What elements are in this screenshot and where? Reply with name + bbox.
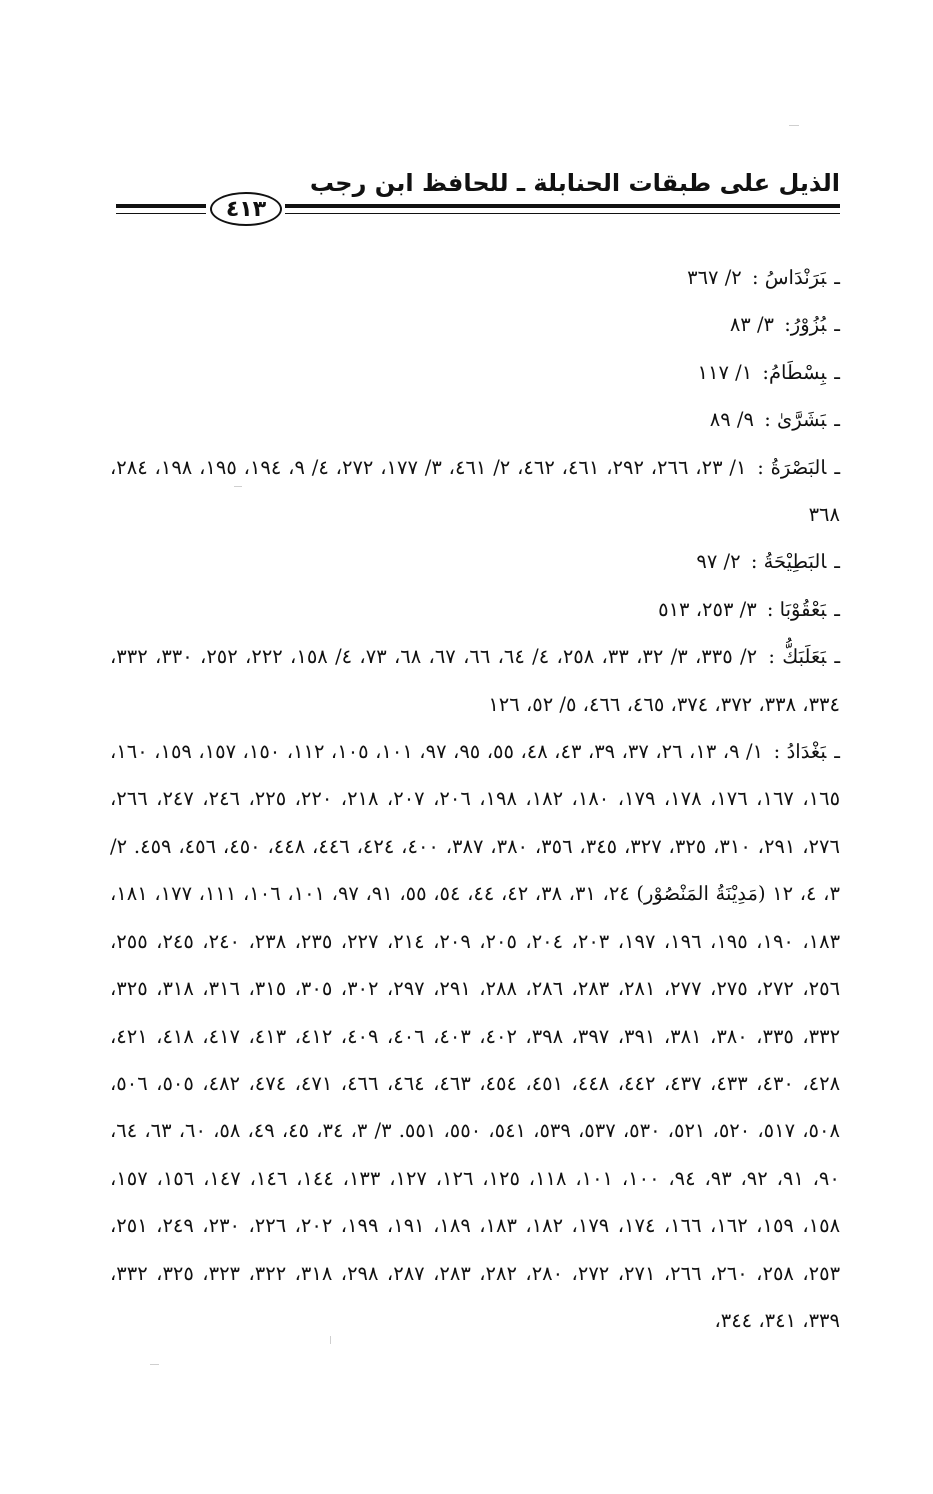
header-rule-right [285, 204, 840, 214]
index-entry [110, 254, 840, 301]
page-references: ٢/ ٣٣٥، ٣/ ٣٢، ٣٣، ٢٥٨، ٤/ ٦٤، ٦٦، ٦٧، ٦٨، ٧٣، ٤/ ١٥٨، ٢٢٢، ٢٥٢، ٣٣٠، ٣٣٢، ٣٣٤، ٣٣٨، ٣٧٢، ٣٧٤، ٤٦٥، ٤٦٦، ٥/ ٥٢، ١٢٦ [110, 645, 840, 716]
running-header [116, 160, 840, 224]
header-title: الذيل على طبقات الحنابلة ـ للحافظ ابن رجب [309, 169, 840, 197]
page-references: ١/ ٢٣، ٢٦٦، ٢٩٢، ٤٦١، ٤٦٢، ٢/ ٤٦١، ٣/ ١٧٧، ٢٧٢، ٤/ ٩، ١٩٤، ١٩٥، ١٩٨، ٢٨٤، ٣٦٨ [110, 455, 840, 527]
index-entry [110, 633, 840, 728]
page-references: ٣/ ٨٣ [729, 313, 775, 337]
scan-speck [150, 1364, 159, 1365]
index-entry [110, 349, 840, 396]
index-entry [110, 538, 840, 585]
entry-dash: ـ [834, 455, 841, 479]
index-entry [110, 396, 840, 443]
entry-dash: ـ [834, 313, 840, 337]
place-name: البَصْرَةُ : [757, 455, 827, 479]
place-name: البَطِيْحَةُ : [750, 550, 827, 574]
place-name: بَشَرَّىٰ : [764, 408, 827, 432]
index-entry [110, 301, 840, 348]
page-references: ٣/ ٢٥٣، ٥١٣ [658, 597, 757, 621]
entry-dash: ـ [834, 597, 840, 621]
page-number: ٤١٣ [210, 192, 282, 226]
header-rule-left [116, 204, 206, 214]
page-references: ٩/ ٨٩ [709, 408, 754, 432]
scan-speck [789, 125, 799, 126]
scan-speck [330, 1336, 331, 1344]
entry-dash: ـ [834, 740, 840, 764]
entry-dash: ـ [834, 360, 840, 384]
index-entry [110, 444, 840, 539]
place-name: بِسْطَامُ: [762, 360, 827, 384]
entry-dash: ـ [834, 266, 840, 289]
entry-dash: ـ [834, 408, 840, 432]
page-references: ٢/ ٩٧ [696, 550, 741, 574]
scan-speck [234, 486, 242, 487]
place-name: بَعَلَبَكُّ : [768, 645, 827, 669]
index-entry [110, 586, 840, 633]
entry-dash: ـ [834, 645, 841, 669]
place-name: بَرَنْدَاسُ : [751, 266, 827, 289]
place-name: بَغْدَادُ : [773, 740, 827, 764]
index-entry [110, 728, 840, 1344]
page-references: ١/ ١١٧ [697, 360, 753, 384]
place-name: بَعْقُوْبَا : [766, 597, 827, 621]
place-name: بُزُوْرُ: [784, 313, 827, 337]
page-references: ١/ ٩، ١٣، ٢٦، ٣٧، ٣٩، ٤٣، ٤٨، ٥٥، ٩٥، ٩٧، ١٠١، ١٠٥، ١١٢، ١٥٠، ١٥٧، ١٥٩، ١٦٠، ١٦٥، ١٦٧، ١٧٦، ١٧٨، ١٧٩، ١٨٠، ١٨٢، ١٩٨، ٢٠٦، ٢٠٧، ٢١٨، ٢٢٠، ٢٢٥، ٢٤٦، ٢٤٧، ٢٦٦، ٢٧٦، ٢٩١، ٣١٠، ٣٢٥، ٣٢٧، ٣٤٥، ٣٥٦، ٣٨٠، ٣٨٧، ٤٠٠، ٤٢٤، ٤٤٦، ٤٤٨، ٤٥٠، ٤٥٦، ٤٥٩. ٢/ ٣، ٤، ١٢ (مَدِيْنَةُ المَنْصُوْر) ٢٤، ٣١، ٣٨، ٤٢، ٤٤، ٥٤، ٥٥، ٩١، ٩٧، ١٠١، ١٠٦، ١١١، ١٧٧، ١٨١، ١٨٣، ١٩٠، ١٩٥، ١٩٦، ١٩٧، ٢٠٣، ٢٠٤، ٢٠٥، ٢٠٩، ٢١٤، ٢٢٧، ٢٣٥، ٢٣٨، ٢٤٠، ٢٤٥، ٢٥٥، ٢٥٦، ٢٧٢، ٢٧٥، ٢٧٧، ٢٨١، ٢٨٣، ٢٨٦، ٢٨٨، ٢٩١، ٢٩٧، ٣٠٢، ٣٠٥، ٣١٥، ٣١٦، ٣١٨، ٣٢٥، ٣٣٢، ٣٣٥، ٣٨٠، ٣٨١، ٣٩١، ٣٩٧، ٣٩٨، ٤٠٢، ٤٠٣، ٤٠٦، ٤٠٩، ٤١٢، ٤١٣، ٤١٧، ٤١٨، ٤٢١، ٤٢٨، ٤٣٠، ٤٣٣، ٤٣٧، ٤٤٢، ٤٤٨، ٤٥١، ٤٥٤، ٤٦٣، ٤٦٤، ٤٦٦، ٤٧١، ٤٧٤، ٤٨٢، ٥٠٥، ٥٠٦، ٥٠٨، ٥١٧، ٥٢٠، ٥٢١، ٥٣٠، ٥٣٧، ٥٣٩، ٥٤١، ٥٥٠، ٥٥١. ٣/ ٣، ٣٤، ٤٥، ٤٩، ٥٨، ٦٠، ٦٣، ٦٤، ٩٠، ٩١، ٩٢، ٩٣، ٩٤، ١٠٠، ١٠١، ١١٨، ١٢٥، ١٢٦، ١٢٧، ١٣٣، ١٤٤، ١٤٦، ١٤٧، ١٥٦، ١٥٧، ١٥٨، ١٥٩، ١٦٢، ١٦٦، ١٧٤، ١٧٩، ١٨٢، ١٨٣، ١٨٩، ١٩١، ١٩٩، ٢٠٢، ٢٢٦، ٢٣٠، ٢٤٩، ٢٥١، ٢٥٣، ٢٥٨، ٢٦٠، ٢٦٦، ٢٧١، ٢٧٢، ٢٨٠، ٢٨٢، ٢٨٣، ٢٨٧، ٢٩٨، ٣١٨، ٣٢٢، ٣٢٣، ٣٢٥، ٣٣٢، ٣٣٩، ٣٤١، ٣٤٤، [110, 740, 841, 1332]
entry-dash: ـ [834, 550, 840, 574]
index-entries [110, 254, 840, 1344]
page-references: ٢/ ٣٦٧ [687, 266, 742, 289]
